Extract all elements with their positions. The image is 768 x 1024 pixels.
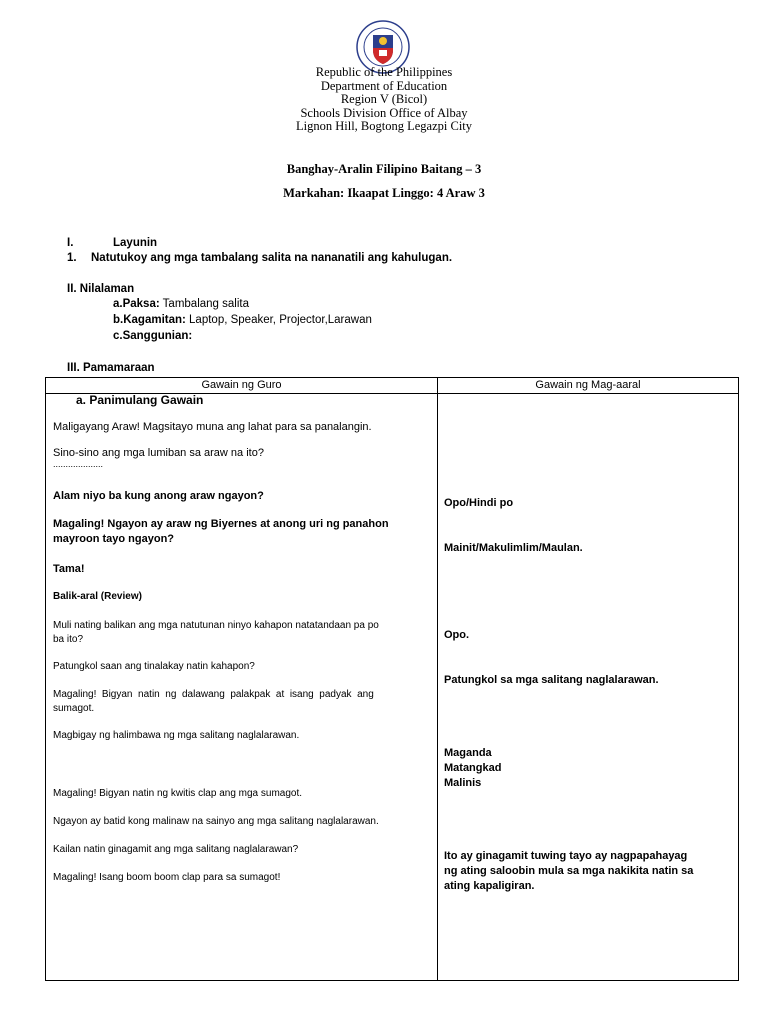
agency-header	[0, 66, 768, 134]
magaaral-line: Opo/Hindi po	[444, 497, 514, 509]
balik-aral-heading: Balik-aral (Review)	[53, 591, 142, 602]
guro-line: mayroon tayo ngayon?	[53, 533, 175, 545]
magaaral-line: Maganda	[444, 747, 492, 759]
kagamitan-value: Laptop, Speaker, Projector,Larawan	[185, 314, 372, 326]
paksa-label: a.Paksa:	[113, 298, 160, 310]
header-line-division: Schools Division Office of Albay	[300, 105, 468, 120]
magaaral-line: ating kapaligiran.	[444, 880, 535, 892]
guro-line: ba ito?	[53, 634, 84, 645]
section-a-heading: a. Panimulang Gawain	[76, 393, 204, 407]
kagamitan-label: b.Kagamitan:	[113, 314, 186, 326]
header-gawain-magaaral: Gawain ng Mag-aaral	[535, 379, 641, 391]
guro-line: Magaling! Isang boom boom clap para sa sumagot!	[53, 872, 281, 883]
procedure-table	[45, 377, 739, 981]
lesson-title: Banghay-Aralin Filipino Baitang – 3	[286, 162, 482, 176]
header-line-department: Department of Education	[320, 78, 448, 93]
sanggunian-label: c.Sanggunian:	[113, 330, 193, 342]
objective-number: 1.	[67, 252, 77, 264]
section-ii-label: II. Nilalaman	[67, 283, 135, 295]
magaaral-line: Ito ay ginagamit tuwing tayo ay nagpapahayag	[444, 850, 688, 862]
guro-line: Magaling! Ngayon ay araw ng Biyernes at anong uri ng panahon	[53, 518, 389, 530]
paksa-value: Tambalang salita	[159, 298, 249, 310]
lesson-subtitle: Markahan: Ikaapat Linggo: 4 Araw 3	[283, 186, 485, 200]
section-i-label: Layunin	[113, 237, 158, 249]
guro-line: Patungkol saan ang tinalakay natin kahapon?	[53, 661, 255, 672]
guro-line: Sino-sino ang mga lumiban sa araw na ito?	[53, 447, 264, 459]
guro-line: Ngayon ay batid kong malinaw na sainyo ang mga salitang naglalarawan.	[53, 816, 379, 827]
header-gawain-guro: Gawain ng Guro	[201, 379, 282, 391]
guro-line: Muli nating balikan ang mga natutunan ninyo kahapon natatandaan pa po	[53, 620, 379, 631]
header-line-region: Region V (Bicol)	[340, 92, 428, 106]
section-i-number: I.	[67, 237, 74, 249]
column-divider	[437, 378, 438, 980]
header-line-address: Lignon Hill, Bogtong Legazpi City	[295, 119, 473, 133]
guro-line: sumagot.	[53, 703, 95, 714]
guro-line: Kailan natin ginagamit ang mga salitang naglalarawan?	[53, 844, 299, 855]
paksa-line	[113, 298, 249, 310]
header-line-republic: Republic of the Philippines	[315, 65, 453, 79]
objective-text: Natutukoy ang mga tambalang salita na nananatili ang kahulugan.	[91, 252, 453, 264]
guro-line: Magaling! Bigyan natin ng kwitis clap ang mga sumagot.	[53, 788, 303, 799]
guro-line: Alam niyo ba kung anong araw ngayon?	[53, 490, 264, 502]
magaaral-line: ng ating saloobin mula sa mga nakikita natin sa	[444, 865, 694, 877]
section-iii-label: III. Pamamaraan	[67, 362, 155, 374]
magaaral-line: Patungkol sa mga salitang naglalarawan.	[444, 674, 659, 686]
guro-line: Magaling! Bigyan natin ng dalawang palakpak at isang padyak ang	[53, 689, 374, 700]
magaaral-line: Matangkad	[444, 762, 502, 774]
table-header-row	[46, 378, 738, 394]
guro-line: Magbigay ng halimbawa ng mga salitang naglalarawan.	[53, 730, 300, 741]
magaaral-line: Opo.	[444, 629, 470, 641]
guro-line: Tama!	[53, 563, 85, 575]
guro-line: Maligayang Araw! Magsitayo muna ang lahat para sa panalangin.	[53, 421, 372, 433]
magaaral-line: Mainit/Makulimlim/Maulan.	[444, 542, 583, 554]
magaaral-line: Malinis	[444, 777, 482, 789]
kagamitan-line	[113, 314, 372, 326]
guro-line: ....................	[53, 459, 104, 469]
